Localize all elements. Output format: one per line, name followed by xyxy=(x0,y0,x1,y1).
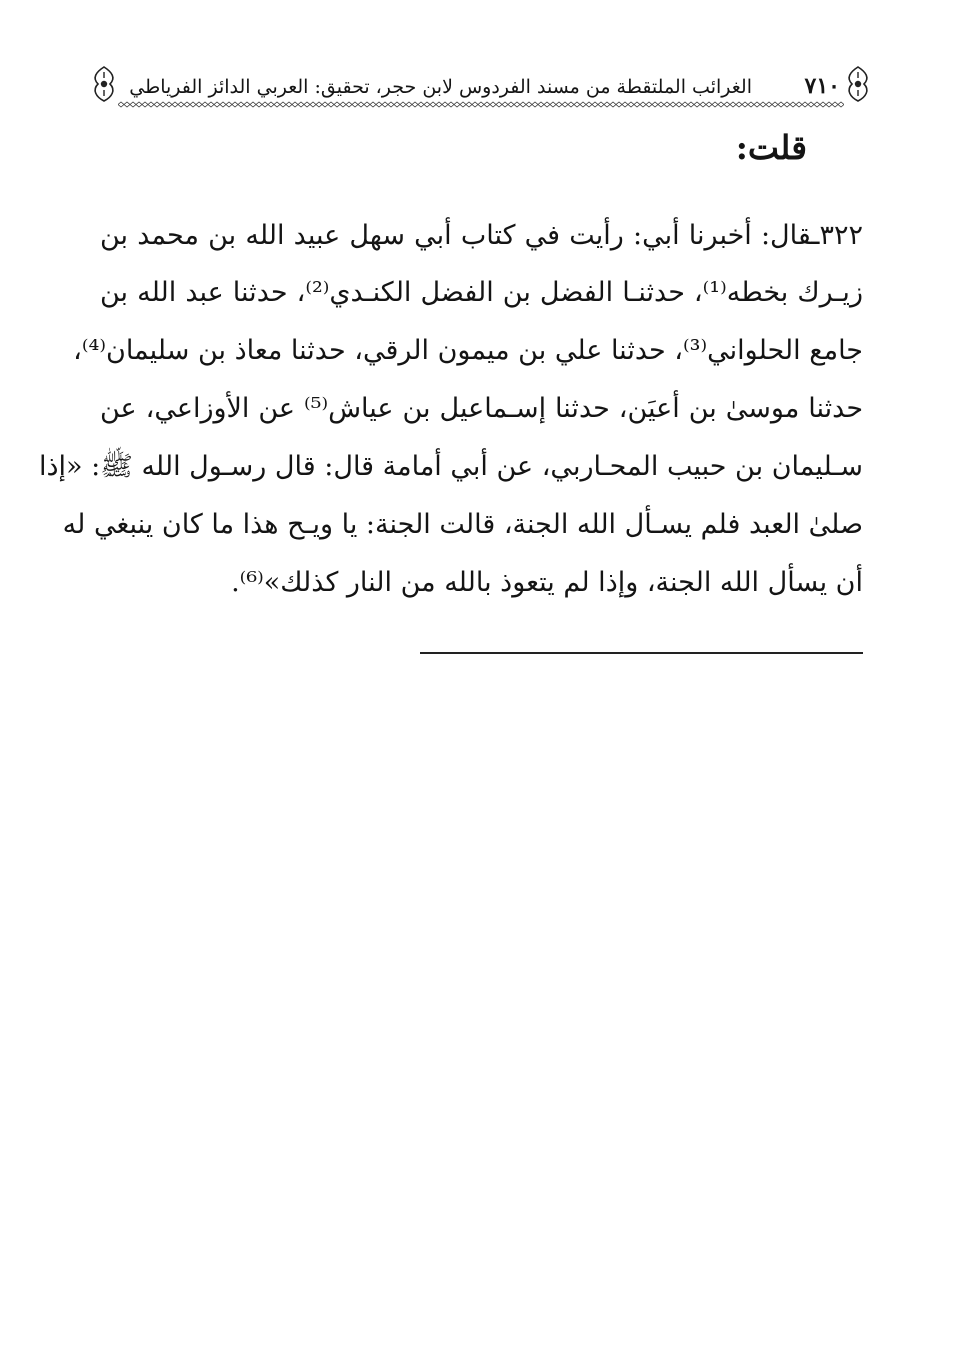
hadith-line: زيـرك بخطه⁽¹⁾، حدثنـا الفضل بن الفضل الكنـدي⁽²⁾، حدثنا عبد الله بن xyxy=(100,277,863,308)
hadith-line: حدثنا موسىٰ بن أعيَن، حدثنا إسـماعيل بن عياش⁽⁵⁾ عن الأوزاعي، عن xyxy=(100,393,864,424)
hadith-line: أن يسأل الله الجنة، وإذا لم يتعوذ بالله من النار كذلك»⁽⁶⁾. xyxy=(231,567,863,598)
section-heading: قلت: xyxy=(735,128,807,167)
hadith-line: جامع الحلواني⁽³⁾، حدثنا علي بن ميمون الرقي، حدثنا معاذ بن سليمان⁽⁴⁾، xyxy=(73,335,863,366)
hadith-line: ٣٢٢ـقال: أخبرنا أبي: رأيت في كتاب أبي سهل عبيد الله بن محمد بن xyxy=(100,220,863,251)
hadith-line: صلىٰ العبد فلم يسـأل الله الجنة، قالت الجنة: يا ويـح هذا ما كان ينبغي له xyxy=(62,509,863,540)
footnote-separator xyxy=(420,652,863,654)
running-title: الغرائب الملتقطة من مسند الفردوس لابن حجر، تحقيق: العربي الدائز الفرياطي xyxy=(129,76,752,98)
ornament-icon xyxy=(88,64,120,104)
running-header xyxy=(90,62,872,110)
page-number: ٧١٠ xyxy=(804,73,840,99)
ornament-icon xyxy=(842,64,874,104)
header-divider xyxy=(118,101,844,108)
hadith-line: سـليمان بن حبيب المحـاربي، عن أبي أمامة قال: قال رسـول الله ﷺ: «إذا xyxy=(39,451,863,482)
